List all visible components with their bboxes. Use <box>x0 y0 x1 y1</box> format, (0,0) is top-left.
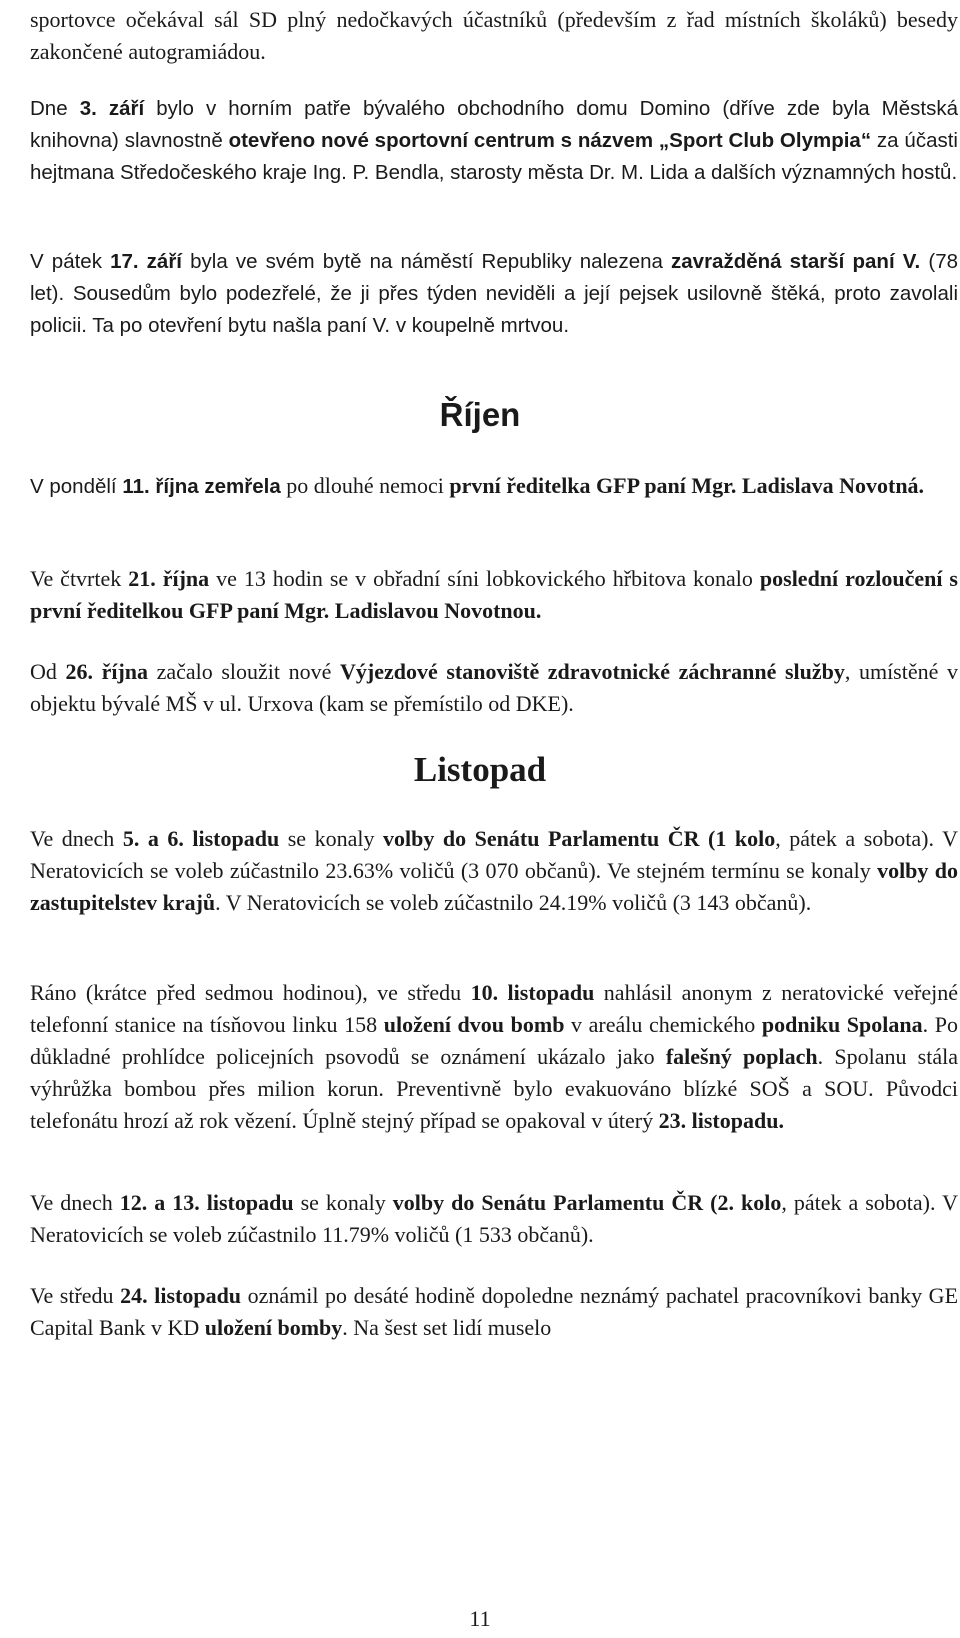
text-run: , pátek a sobota). V Neratovicích se voleb zúčastnilo 23.63% voličů (3 070 občanů). Ve stejném termínu se konaly <box>30 826 958 883</box>
text-run: (78 let). Sousedům bylo podezřelé, že ji přes týden neviděli a její pejsek usilovně štěká, proto zavolali policii. Ta po otevření bytu našla paní V. v koupelně mrtvou. <box>30 250 958 337</box>
text-run: nahlásil anonym z neratovické veřejné telefonní stanice na tísňovou linku 158 <box>30 980 958 1037</box>
date-emphasis: 11. října zemřela <box>122 475 281 498</box>
text-run: . Po důkladné prohlídce policejních psovodů se oznámení ukázalo jako <box>30 1012 958 1069</box>
paragraph-bomb-threat-spolana <box>30 977 958 1137</box>
paragraph-sport-club-opening <box>30 93 958 189</box>
text-run: V pondělí <box>30 475 123 498</box>
bold-emphasis: volby do Senátu Parlamentu ČR (2. kolo <box>392 1190 782 1215</box>
text-run: začalo sloužit nové <box>148 659 340 684</box>
text-run: se konaly <box>279 826 384 851</box>
bold-emphasis: Výjezdové stanoviště zdravotnické záchranné služby <box>339 659 845 684</box>
bold-emphasis: zavražděná starší paní V. <box>671 250 921 273</box>
date-emphasis: 5. a 6. listopadu <box>122 826 280 851</box>
heading-listopad: Listopad <box>413 750 547 789</box>
text-run: se konaly <box>293 1190 393 1215</box>
text-run: bylo v horním patře bývalého obchodního domu Domino (dříve zde byla Městská knihovna) slavnostně <box>30 97 958 152</box>
paragraph-senate-elections-round2 <box>30 1187 958 1251</box>
bold-emphasis: první ředitelka GFP paní Mgr. Ladislava Novotná. <box>449 473 925 498</box>
bold-emphasis: poslední rozloučení s první ředitelkou GFP paní Mgr. Ladislavou Novotnou. <box>30 566 958 623</box>
date-emphasis: 3. září <box>79 97 145 120</box>
bold-emphasis: uložení dvou bomb <box>383 1012 565 1037</box>
text-run: . V Neratovicích se voleb zúčastnilo 24.19% voličů (3 143 občanů). <box>215 890 812 915</box>
paragraph-senate-elections-round1 <box>30 823 958 919</box>
page-number: 11 <box>469 1606 491 1631</box>
text-run: za účasti hejtmana Středočeského kraje Ing. P. Bendla, starosty města Dr. M. Lida a dalších významných hostů. <box>30 129 958 184</box>
paragraph-murder-report <box>30 246 958 342</box>
bold-emphasis: volby do zastupitelstev krajů <box>30 858 958 915</box>
paragraph-funeral <box>30 563 958 627</box>
text-run: v areálu chemického <box>564 1012 762 1037</box>
heading-rijen: Říjen <box>439 396 521 433</box>
text-run: , umístěné v objektu bývalé MŠ v ul. Urxova (kam se přemístilo od DKE). <box>30 659 958 716</box>
text-run: Ve středu <box>30 1283 121 1308</box>
date-emphasis: 10. listopadu <box>470 980 595 1005</box>
text-run: ve 13 hodin se v obřadní síni lobkovického hřbitova konalo <box>209 566 760 591</box>
text-run: Dne <box>30 97 80 120</box>
bold-emphasis: uložení bomby <box>204 1315 343 1340</box>
text-run: . Na šest set lidí muselo <box>342 1315 552 1340</box>
paragraph-autograph-session <box>30 4 958 68</box>
text-run: , pátek a sobota). V Neratovicích se voleb zúčastnilo 11.79% voličů (1 533 občanů). <box>30 1190 958 1247</box>
bold-emphasis: falešný poplach <box>665 1044 818 1069</box>
date-emphasis: 26. října <box>65 659 149 684</box>
date-emphasis: 12. a 13. listopadu <box>119 1190 294 1215</box>
date-emphasis: 23. listopadu. <box>658 1108 784 1133</box>
date-emphasis: 21. října <box>128 566 210 591</box>
text-run: po dlouhé nemoci <box>280 473 450 498</box>
text-run: Ve čtvrtek <box>30 566 129 591</box>
bold-emphasis: otevřeno nové sportovní centrum s názvem „Sport Club Olympia“ <box>228 129 872 152</box>
text-run: . Spolanu stála výhrůžka bombou přes milion korun. Preventivně bylo evakuováno blízké SOŠ a SOU. Původci telefonátu hrozí až rok vězení. Úplně stejný případ se opakoval v úterý <box>30 1044 958 1133</box>
paragraph-ambulance-station <box>30 656 958 720</box>
paragraph-director-death <box>30 470 958 503</box>
text-run: Ve dnech <box>30 1190 120 1215</box>
bold-emphasis: podniku Spolana <box>761 1012 923 1037</box>
text-run: oznámil po desáté hodině dopoledne neznámý pachatel pracovníkovi banky GE Capital Bank v KD <box>30 1283 959 1340</box>
text-run: Od <box>30 659 66 684</box>
text-run: V pátek <box>30 250 111 273</box>
paragraph-bank-bomb-threat <box>30 1280 958 1344</box>
text-run: Ve dnech <box>30 826 123 851</box>
date-emphasis: 17. září <box>110 250 183 273</box>
text-run: Ráno (krátce před sedmou hodinou), ve středu <box>30 980 471 1005</box>
date-emphasis: 24. listopadu <box>120 1283 242 1308</box>
bold-emphasis: volby do Senátu Parlamentu ČR (1 kolo <box>383 826 776 851</box>
text-run: byla ve svém bytě na náměstí Republiky nalezena <box>182 250 672 273</box>
text-run: sportovce očekával sál SD plný nedočkavých účastníků (především z řad místních školáků) besedy zakončené autogramiádou. <box>30 7 958 64</box>
